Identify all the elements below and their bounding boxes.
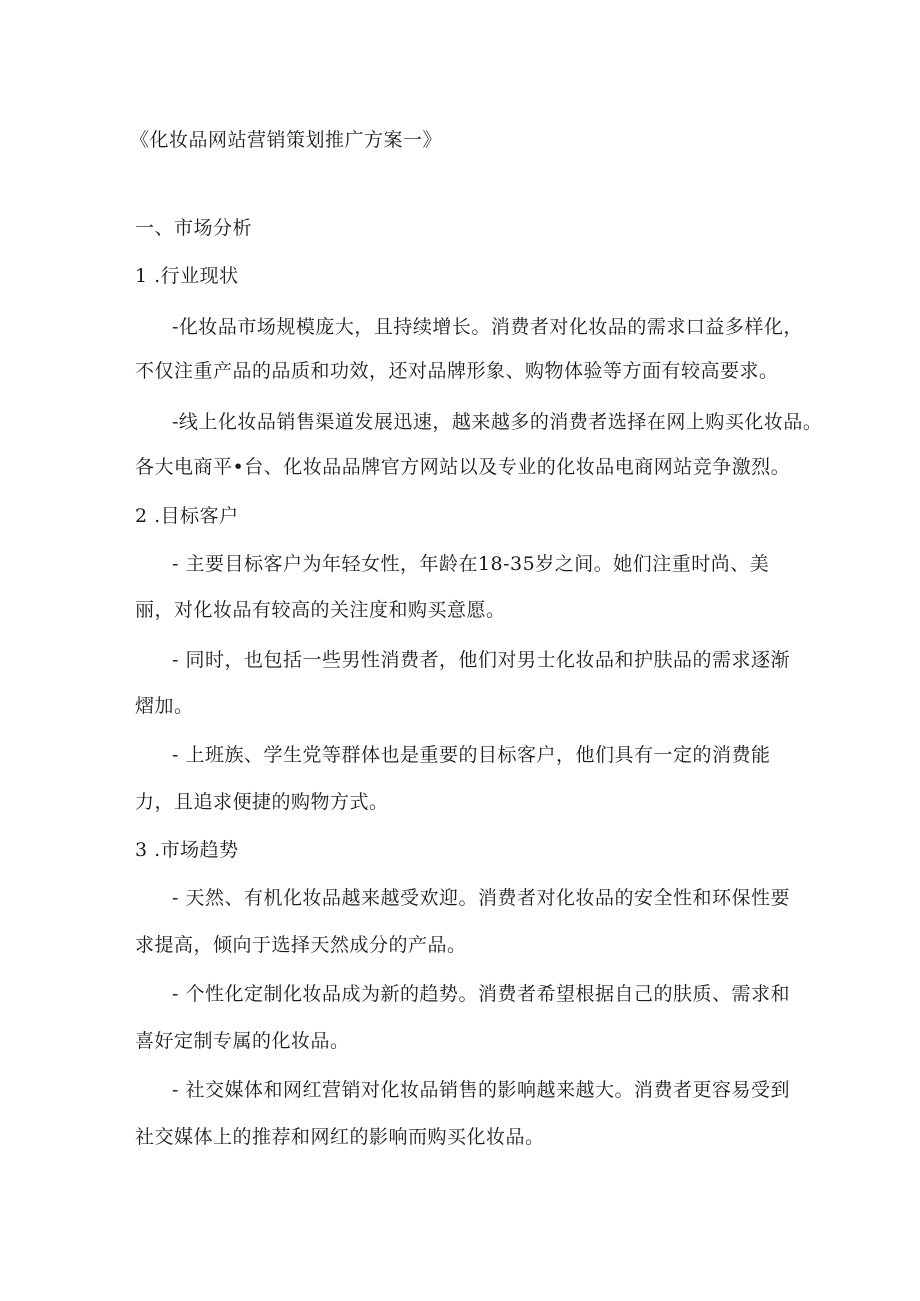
paragraph-line: - 个性化定制化妆品成为新的趋势。消费者希望根据自己的肤质、需求和 (172, 983, 790, 1005)
paragraph-line: 熠加。 (135, 695, 194, 717)
paragraph-line: - 同时，也包括一些男性消费者，他们对男士化妆品和护肤品的需求逐渐 (172, 649, 790, 671)
paragraph-line: - 社交媒体和网红营销对化妆品销售的影响越来越大。消费者更容易受到 (172, 1079, 790, 1101)
paragraph-line: -线上化妆品销售渠道发展迅速，越来越多的消费者选择在网上购买化妆品。 (172, 411, 823, 433)
subheading-market-trends: 3 .市场趋势 (135, 839, 239, 861)
document-title: 《化妆品网站营销策划推广方案一》 (130, 129, 443, 151)
paragraph-line: 求提高，倾向于选择天然成分的产品。 (135, 934, 467, 956)
paragraph-line: - 主要目标客户为年轻女性，年龄在18-35岁之间。她们注重时尚、美 (172, 553, 770, 575)
paragraph-line: 力，且追求便捷的购物方式。 (135, 791, 389, 813)
section-heading-market-analysis: 一、市场分析 (135, 217, 253, 239)
paragraph-line: 不仅注重产品的品质和功效，还对品牌形象、购物体验等方面有较高要求。 (135, 360, 779, 382)
subheading-target-customers: 2 .目标客户 (135, 505, 239, 527)
paragraph-line: 各大电商平•台、化妆品品牌官方网站以及专业的化妆品电商网站竞争激烈。 (135, 456, 791, 478)
paragraph-line: 丽，对化妆品有较高的关注度和购买意愿。 (135, 599, 506, 621)
paragraph-line: - 天然、有机化妆品越来越受欢迎。消费者对化妆品的安全性和环保性要 (172, 887, 790, 909)
paragraph-line: 社交媒体上的推荐和网红的影响而购买化妆品。 (135, 1126, 545, 1148)
paragraph-line: 喜好定制专属的化妆品。 (135, 1030, 350, 1052)
subheading-industry-status: 1 .行业现状 (135, 265, 239, 287)
paragraph-line: -化妆品市场规模庞大，且持续增长。消费者对化妆品的需求口益多样化， (172, 316, 803, 338)
paragraph-line: - 上班族、学生党等群体也是重要的目标客户，他们具有一定的消费能 (172, 744, 771, 766)
